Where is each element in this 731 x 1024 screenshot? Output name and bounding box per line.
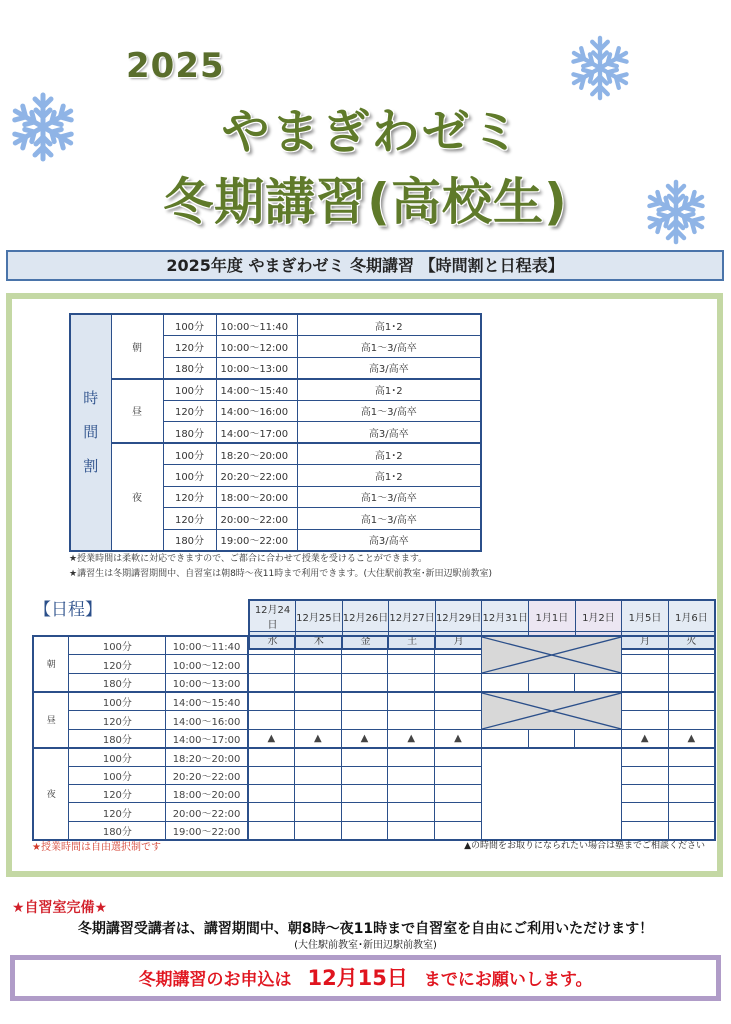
slot-cell (341, 821, 388, 839)
slot-cell (294, 636, 341, 655)
slot-cell (621, 674, 668, 692)
schedule-grid (32, 635, 716, 841)
timetable-note: ★講習生は冬期講習期間中、自習室は朝8時～夜11時まで利用できます。(大住駅前教室･新田辺駅前教室) (69, 569, 493, 579)
duration-cell: 100分 (163, 465, 216, 487)
consult-slot: ▲ (341, 729, 388, 747)
slot-cell (341, 803, 388, 821)
period-label: 夜 (33, 748, 69, 840)
target-cell: 高1･2 (297, 465, 481, 487)
slot-cell (294, 766, 341, 784)
period-label: 朝 (111, 314, 163, 379)
target-cell: 高1～3/高卒 (297, 336, 481, 358)
slot-cell (621, 821, 668, 839)
time-cell: 19:00～22:00 (216, 529, 297, 551)
apply-prefix: 冬期講習のお申込は (138, 970, 292, 990)
timetable-label-char: 割 (83, 457, 99, 476)
cross-mark-icon (482, 637, 621, 673)
slot-cell (341, 674, 388, 692)
slot-cell (435, 636, 482, 655)
time-cell: 10:00～13:00 (166, 674, 248, 692)
date-cell: 1月1日 (529, 600, 576, 632)
slot-cell (621, 655, 668, 674)
duration-cell: 120分 (69, 655, 166, 674)
consult-slot: ▲ (621, 729, 668, 747)
slot-cell (341, 692, 388, 711)
slot-cell (248, 821, 295, 839)
time-cell: 14:00～17:00 (216, 422, 297, 444)
time-cell: 20:20～22:00 (166, 766, 248, 784)
duration-cell: 120分 (69, 803, 166, 821)
duration-cell: 120分 (69, 711, 166, 730)
slot-cell (668, 711, 715, 730)
slot-cell (294, 711, 341, 730)
study-room-title: ★自習室完備★ (12, 900, 108, 916)
slot-cell (248, 711, 295, 730)
section-banner: 2025年度 やまぎわゼミ 冬期講習 【時間割と日程表】 (6, 250, 724, 281)
slot-cell (341, 785, 388, 803)
time-cell: 20:00～22:00 (166, 803, 248, 821)
application-deadline-box (10, 955, 721, 1001)
slot-cell (435, 692, 482, 711)
slot-cell (621, 785, 668, 803)
slot-cell (668, 785, 715, 803)
duration-cell: 120分 (163, 486, 216, 508)
slot-cell (435, 766, 482, 784)
slot-cell (294, 803, 341, 821)
slot-cell (668, 674, 715, 692)
slot-cell (435, 785, 482, 803)
time-cell: 18:00～20:00 (166, 785, 248, 803)
closed-slot (481, 692, 621, 730)
target-cell: 高3/高卒 (297, 357, 481, 379)
slot-cell (668, 692, 715, 711)
period-label: 朝 (33, 636, 69, 692)
slot-cell (668, 821, 715, 839)
time-cell: 10:00～13:00 (216, 357, 297, 379)
slot-cell (341, 766, 388, 784)
slot-cell (294, 785, 341, 803)
time-cell: 14:00～15:40 (216, 379, 297, 401)
consult-slot: ▲ (435, 729, 482, 747)
date-cell: 12月31日 (482, 600, 529, 632)
slot-cell (388, 636, 435, 655)
date-cell: 12月24日 (249, 600, 296, 632)
time-cell: 14:00～16:00 (166, 711, 248, 730)
slot-cell (341, 636, 388, 655)
slot-cell (621, 748, 668, 766)
title-course-name: 冬期講習(高校生) (163, 173, 568, 231)
slot-cell (528, 729, 575, 747)
time-cell: 20:20～22:00 (216, 465, 297, 487)
target-cell: 高1～3/高卒 (297, 400, 481, 422)
no-class-area (481, 748, 621, 840)
slot-cell (248, 692, 295, 711)
slot-cell (388, 803, 435, 821)
duration-cell: 100分 (163, 443, 216, 465)
consult-slot: ▲ (294, 729, 341, 747)
timetable (69, 313, 482, 552)
consult-slot: ▲ (388, 729, 435, 747)
timetable-label-char: 間 (83, 423, 99, 442)
title-school-name: やまぎわゼミ (221, 104, 522, 160)
slot-cell (435, 711, 482, 730)
duration-cell: 100分 (69, 692, 166, 711)
slot-cell (668, 655, 715, 674)
time-cell: 18:20～20:00 (166, 748, 248, 766)
slot-cell (388, 766, 435, 784)
timetable-label (70, 314, 111, 551)
duration-cell: 180分 (163, 422, 216, 444)
schedule-panel (6, 293, 723, 877)
slot-cell (294, 692, 341, 711)
slot-cell (248, 674, 295, 692)
weekday-cell: 金 (342, 632, 389, 649)
year-label: 2025 (126, 46, 225, 86)
study-room-locations: (大住駅前教室･新田辺駅前教室) (294, 940, 437, 951)
time-cell: 18:00～20:00 (216, 486, 297, 508)
slot-cell (481, 729, 528, 747)
snowflake-icon (10, 88, 76, 166)
slot-cell (668, 636, 715, 655)
slot-cell (435, 821, 482, 839)
slot-cell (248, 803, 295, 821)
slot-cell (435, 655, 482, 674)
time-cell: 14:00～17:00 (166, 729, 248, 747)
duration-cell: 100分 (69, 766, 166, 784)
slot-cell (575, 729, 622, 747)
closed-slot (481, 636, 621, 674)
duration-cell: 180分 (69, 729, 166, 747)
target-cell: 高1･2 (297, 379, 481, 401)
slot-cell (294, 821, 341, 839)
slot-cell (435, 748, 482, 766)
slot-cell (388, 692, 435, 711)
slot-cell (575, 674, 622, 692)
target-cell: 高3/高卒 (297, 422, 481, 444)
duration-cell: 100分 (69, 636, 166, 655)
consult-slot: ▲ (668, 729, 715, 747)
weekday-cell: 月 (435, 632, 482, 649)
duration-cell: 120分 (69, 785, 166, 803)
weekday-cell: 木 (296, 632, 343, 649)
duration-cell: 180分 (69, 674, 166, 692)
time-cell: 14:00～16:00 (216, 400, 297, 422)
apply-date: 12月15日 (307, 966, 408, 990)
slot-cell (388, 674, 435, 692)
time-cell: 18:20～20:00 (216, 443, 297, 465)
slot-cell (668, 748, 715, 766)
weekday-cell: 水 (249, 632, 296, 649)
date-cell: 12月29日 (435, 600, 482, 632)
time-cell: 10:00～12:00 (216, 336, 297, 358)
schedule-note-free-choice: ★授業時間は自由選択制です (32, 842, 161, 853)
duration-cell: 180分 (163, 357, 216, 379)
time-cell: 10:00～12:00 (166, 655, 248, 674)
slot-cell (388, 785, 435, 803)
duration-cell: 100分 (163, 314, 216, 336)
weekday-cell: 土 (389, 632, 436, 649)
date-cell: 12月27日 (389, 600, 436, 632)
slot-cell (248, 785, 295, 803)
date-cell: 1月5日 (622, 600, 669, 632)
slot-cell (621, 766, 668, 784)
date-cell: 12月26日 (342, 600, 389, 632)
period-label: 夜 (111, 443, 163, 551)
slot-cell (248, 655, 295, 674)
date-cell: 12月25日 (296, 600, 343, 632)
slot-cell (248, 748, 295, 766)
snowflake-icon (643, 178, 709, 246)
time-cell: 14:00～15:40 (166, 692, 248, 711)
slot-cell (388, 655, 435, 674)
slot-cell (435, 803, 482, 821)
cross-mark-icon (482, 693, 621, 729)
slot-cell (481, 674, 528, 692)
slot-cell (668, 803, 715, 821)
slot-cell (248, 766, 295, 784)
slot-cell (294, 674, 341, 692)
duration-cell: 180分 (163, 529, 216, 551)
date-cell: 1月6日 (668, 600, 715, 632)
slot-cell (621, 711, 668, 730)
duration-cell: 100分 (69, 748, 166, 766)
slot-cell (621, 692, 668, 711)
duration-cell: 120分 (163, 400, 216, 422)
slot-cell (668, 766, 715, 784)
slot-cell (341, 655, 388, 674)
target-cell: 高1･2 (297, 443, 481, 465)
snowflake-icon (568, 32, 632, 104)
duration-cell: 100分 (163, 379, 216, 401)
slot-cell (388, 711, 435, 730)
date-cell: 1月2日 (575, 600, 622, 632)
period-label: 昼 (33, 692, 69, 748)
slot-cell (248, 636, 295, 655)
slot-cell (621, 636, 668, 655)
timetable-label-char: 時 (83, 389, 99, 408)
study-room-message: 冬期講習受講者は、講習期間中、朝8時～夜11時まで自習室を自由にご利用いただけます！ (77, 921, 654, 937)
duration-cell: 180分 (69, 821, 166, 839)
weekday-cell: 月 (622, 632, 669, 649)
timetable-note: ★授業時間は柔軟に対応できますので、ご都合に合わせて授業を受けることができます。 (69, 554, 428, 564)
target-cell: 高1･2 (297, 314, 481, 336)
time-cell: 20:00～22:00 (216, 508, 297, 530)
duration-cell: 120分 (163, 508, 216, 530)
time-cell: 19:00～22:00 (166, 821, 248, 839)
target-cell: 高1～3/高卒 (297, 486, 481, 508)
slot-cell (388, 821, 435, 839)
slot-cell (388, 748, 435, 766)
schedule-label: 【日程】 (34, 600, 102, 620)
time-cell: 10:00～11:40 (216, 314, 297, 336)
slot-cell (294, 748, 341, 766)
duration-cell: 120分 (163, 336, 216, 358)
slot-cell (435, 674, 482, 692)
target-cell: 高1～3/高卒 (297, 508, 481, 530)
slot-cell (621, 803, 668, 821)
weekday-cell: 火 (668, 632, 715, 649)
schedule-note-consult: ▲の時間をお取りになられたい場合は塾までご相談ください (464, 841, 705, 851)
target-cell: 高3/高卒 (297, 529, 481, 551)
slot-cell (528, 674, 575, 692)
slot-cell (294, 655, 341, 674)
slot-cell (341, 711, 388, 730)
time-cell: 10:00～11:40 (166, 636, 248, 655)
slot-cell (341, 748, 388, 766)
consult-slot: ▲ (248, 729, 295, 747)
period-label: 昼 (111, 379, 163, 444)
apply-suffix: までにお願いします。 (423, 970, 593, 990)
